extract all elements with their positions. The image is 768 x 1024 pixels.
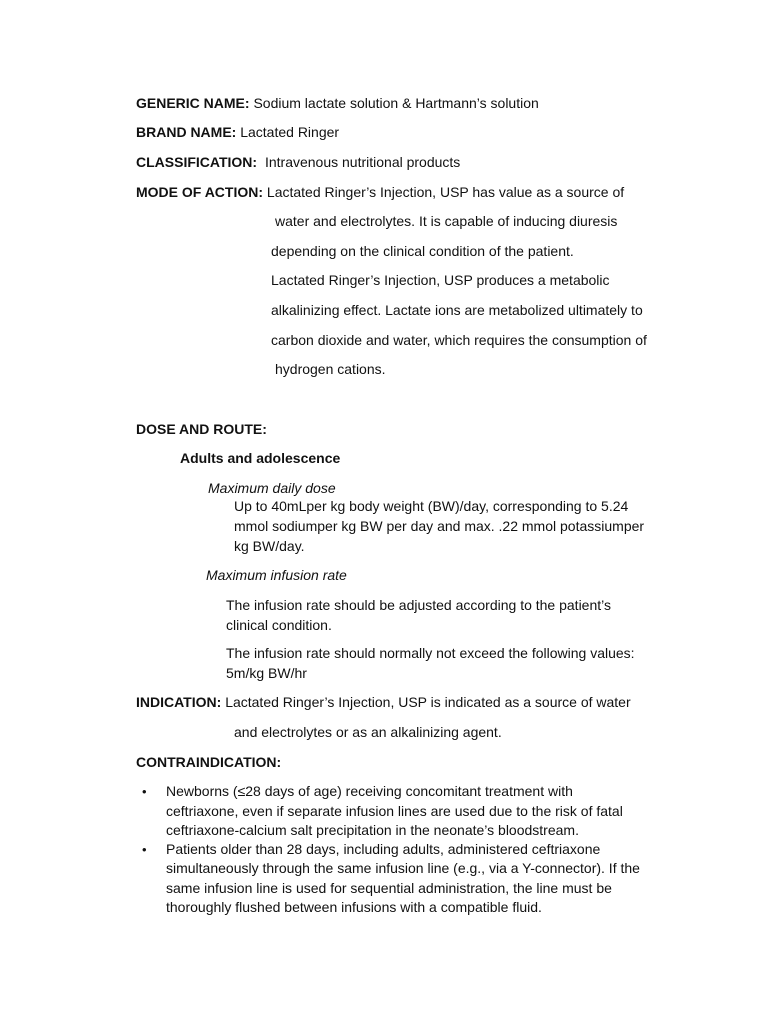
- brand-name-label: BRAND NAME:: [136, 124, 237, 140]
- mode-of-action-line: alkalinizing effect. Lactate ions are metabolized ultimately to: [271, 302, 643, 318]
- contraindication-heading-text: CONTRAINDICATION:: [136, 754, 282, 770]
- mode-of-action-row: [136, 183, 624, 201]
- max-daily-dose-label-text: Maximum daily dose: [208, 480, 336, 496]
- classification-row: [136, 153, 460, 171]
- mode-of-action-line: depending on the clinical condition of the patient.: [271, 243, 574, 259]
- mode-of-action-line: hydrogen cations.: [275, 361, 386, 377]
- brand-name-row: [136, 123, 339, 141]
- generic-name-label: GENERIC NAME:: [136, 95, 250, 111]
- mode-of-action-label: MODE OF ACTION:: [136, 184, 264, 200]
- max-infusion-line: The infusion rate should be adjusted according to the patient’s: [226, 597, 611, 613]
- contraindication-line: Newborns (≤28 days of age) receiving concomitant treatment with: [166, 783, 573, 799]
- contraindication-line: ceftriaxone, even if separate infusion lines are used due to the risk of fatal: [166, 803, 623, 819]
- generic-name-value: Sodium lactate solution & Hartmann’s solution: [253, 95, 539, 111]
- dose-route-heading: [136, 420, 267, 438]
- contraindication-heading: [136, 753, 281, 771]
- indication-line: Lactated Ringer’s Injection, USP is indicated as a source of water: [225, 694, 631, 710]
- mode-of-action-line: Lactated Ringer’s Injection, USP produces a metabolic: [271, 272, 610, 288]
- classification-label: CLASSIFICATION:: [136, 154, 258, 170]
- indication-line: and electrolytes or as an alkalinizing agent.: [234, 724, 502, 740]
- contraindication-line: ceftriaxone-calcium salt precipitation in the neonate’s bloodstream.: [166, 822, 579, 838]
- max-infusion-rate-label-text: Maximum infusion rate: [206, 567, 347, 583]
- mode-of-action-line: water and electrolytes. It is capable of inducing diuresis: [275, 213, 618, 229]
- contraindication-line: simultaneously through the same infusion line (e.g., via a Y-connector). If the: [166, 860, 640, 876]
- dose-route-heading-text: DOSE AND ROUTE:: [136, 421, 267, 437]
- contraindication-line: Patients older than 28 days, including adults, administered ceftriaxone: [166, 841, 601, 857]
- adults-subheading-text: Adults and adolescence: [180, 450, 341, 466]
- contraindication-line: thoroughly flushed between infusions with a compatible fluid.: [166, 899, 542, 915]
- indication-row: [136, 693, 631, 711]
- generic-name-row: [136, 94, 539, 112]
- max-infusion-rate-label: [206, 566, 347, 584]
- max-daily-dose-line: kg BW/day.: [234, 538, 305, 554]
- mode-of-action-line: Lactated Ringer’s Injection, USP has value as a source of: [266, 184, 625, 200]
- mode-of-action-line: carbon dioxide and water, which requires the consumption of: [271, 332, 647, 348]
- bullet-icon: •: [142, 784, 147, 799]
- indication-label: INDICATION:: [136, 694, 222, 710]
- max-daily-dose-line: mmol sodiumper kg BW per day and max. .22 mmol potassiumper: [234, 518, 645, 534]
- contraindication-line: same infusion line is used for sequential administration, the line must be: [166, 880, 612, 896]
- max-infusion-line: 5m/kg BW/hr: [226, 665, 307, 681]
- adults-subheading: [180, 449, 340, 467]
- max-daily-dose-line: Up to 40mLper kg body weight (BW)/day, corresponding to 5.24: [234, 498, 629, 514]
- max-daily-dose-label: [208, 479, 336, 497]
- max-infusion-line: The infusion rate should normally not exceed the following values:: [226, 645, 635, 661]
- max-infusion-line: clinical condition.: [226, 617, 332, 633]
- brand-name-value: Lactated Ringer: [240, 124, 340, 140]
- classification-value: Intravenous nutritional products: [264, 154, 461, 170]
- bullet-icon: •: [142, 842, 147, 857]
